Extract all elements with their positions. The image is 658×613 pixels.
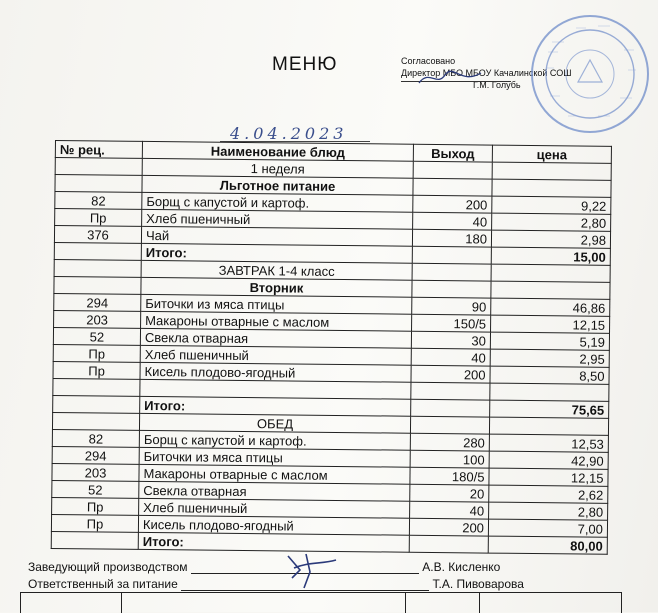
- row-name: Свекла отварная: [139, 481, 410, 501]
- row-out: 100: [410, 450, 489, 468]
- page-title: МЕНЮ: [272, 54, 338, 75]
- total-label: Итого:: [141, 243, 412, 263]
- total-label: Итого:: [140, 396, 411, 416]
- manager-name: А.В. Кисленко: [422, 560, 501, 574]
- row-price: 2,80: [492, 213, 611, 231]
- row-name: Хлеб пшеничный: [139, 498, 410, 518]
- row-code: 52: [52, 480, 139, 498]
- row-name: Борщ с капустой и картоф.: [142, 192, 413, 212]
- row-code: Пр: [51, 514, 138, 532]
- row-price: 2,80: [489, 502, 608, 520]
- school-stamp: [528, 12, 652, 136]
- section-breakfast: ЗАВТРАК 1-4 класс: [141, 260, 412, 280]
- responsible-label: Ответственный за питание: [28, 577, 178, 591]
- section-lunch: ОБЕД: [139, 413, 410, 433]
- row-out: 40: [413, 212, 492, 230]
- director-signature: [415, 67, 485, 89]
- row-out: 90: [412, 297, 491, 315]
- footer-responsible: [28, 577, 524, 591]
- row-price: 12,15: [489, 468, 608, 486]
- row-code: 203: [52, 463, 139, 481]
- row-out: 30: [411, 331, 490, 349]
- row-code: Пр: [53, 361, 140, 379]
- row-price: 42,90: [489, 451, 608, 469]
- row-out: 180/5: [410, 467, 489, 485]
- row-out: 40: [411, 348, 490, 366]
- row-out: 280: [410, 433, 489, 451]
- approval-director: Директор МБО МБОУ Качалинской СОШ: [401, 68, 572, 78]
- row-price: 5,19: [490, 332, 609, 350]
- row-name: Кисель плодово-ягодный: [140, 362, 411, 382]
- col-out-header: Выход: [413, 144, 492, 162]
- row-name: Свекла отварная: [140, 328, 411, 348]
- row-code: 294: [52, 446, 139, 464]
- total-label: Итого:: [138, 532, 409, 552]
- total-value: 75,65: [490, 400, 609, 418]
- approval-name: Г.М. Голубь: [473, 80, 521, 90]
- row-price: 2,62: [489, 485, 608, 503]
- row-code: 52: [53, 327, 140, 345]
- row-price: 7,00: [488, 519, 607, 537]
- row-name: Макароны отварные с маслом: [141, 311, 412, 331]
- row-name: Биточки из мяса птицы: [139, 447, 410, 467]
- total-value: 15,00: [491, 247, 610, 265]
- row-price: 9,22: [492, 196, 611, 214]
- row-price: 2,95: [490, 349, 609, 367]
- row-name: Хлеб пшеничный: [142, 209, 413, 229]
- row-out: 40: [410, 501, 489, 519]
- row-out: 150/5: [412, 314, 491, 332]
- handwritten-date: 4.04.2023: [230, 124, 348, 143]
- week-label: 1 неделя: [142, 158, 413, 178]
- row-name: Хлеб пшеничный: [140, 345, 411, 365]
- row-name: Макароны отварные с маслом: [139, 464, 410, 484]
- row-code: 203: [54, 310, 141, 328]
- approval-label: Согласовано: [401, 56, 456, 66]
- footer-manager: [28, 560, 500, 574]
- row-code: 376: [54, 226, 141, 244]
- row-name: Кисель плодово-ягодный: [138, 515, 409, 535]
- row-out: 200: [409, 518, 488, 536]
- bottom-table-fragment: [20, 592, 622, 613]
- row-code: 294: [54, 293, 141, 311]
- row-price: 46,86: [491, 298, 610, 316]
- row-out: 180: [412, 229, 491, 247]
- row-name: Чай: [141, 226, 412, 246]
- row-price: 12,15: [491, 315, 610, 333]
- row-name: Биточки из мяса птицы: [141, 294, 412, 314]
- row-code: Пр: [52, 497, 139, 515]
- row-name: Борщ с капустой и картоф.: [139, 430, 410, 450]
- col-price-header: цена: [492, 145, 611, 163]
- col-code-header: № рец.: [55, 141, 142, 159]
- row-out: 200: [413, 195, 492, 213]
- row-price: 12,53: [489, 434, 608, 452]
- row-code: Пр: [53, 344, 140, 362]
- manager-signature: [278, 548, 348, 594]
- col-name-header: Наименование блюд: [142, 141, 413, 161]
- row-price: 8,50: [490, 366, 609, 384]
- row-out: 200: [411, 365, 490, 383]
- menu-table: [51, 140, 612, 555]
- row-code: 82: [55, 192, 142, 210]
- responsible-name: Т.А. Пивоварова: [432, 577, 524, 591]
- manager-label: Заведующий производством: [28, 560, 188, 574]
- row-price: 2,98: [491, 230, 610, 248]
- weekday-label: Вторник: [141, 277, 412, 297]
- row-code: 82: [52, 429, 139, 447]
- total-value: 80,00: [488, 536, 607, 554]
- row-out: 20: [410, 484, 489, 502]
- row-code: Пр: [55, 209, 142, 227]
- section-privileged: Льготное питание: [142, 175, 413, 195]
